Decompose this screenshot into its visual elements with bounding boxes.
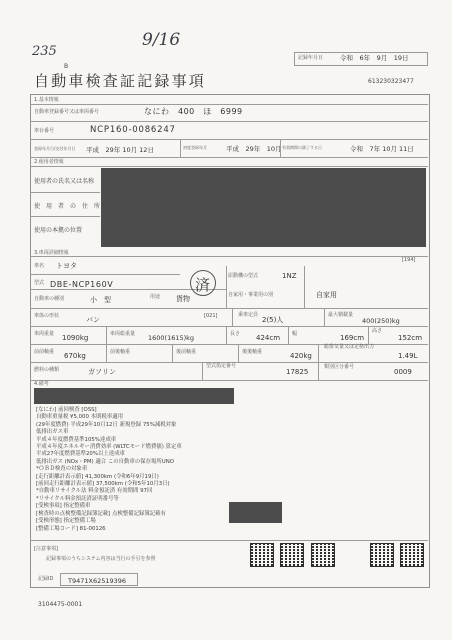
engine-model: 1NZ	[282, 272, 297, 280]
first-registration-month: 平成 29年 10月	[226, 145, 282, 153]
height-label: 高さ	[372, 328, 383, 334]
fuel-type: ガソリン	[88, 368, 116, 376]
stamp-text: 済	[195, 276, 211, 294]
rear-front-axle-label: 後前軸重	[176, 349, 197, 355]
section-basic-info-heading: 1.基本情報	[34, 97, 59, 103]
type-approval-label: 型式指定番号	[206, 363, 237, 369]
chassis-number: NCP160-0086247	[90, 125, 176, 135]
gross-weight-label: 車両総重量	[110, 331, 136, 337]
bottom-code: 3104475-0001	[38, 601, 83, 608]
height-value: 152cm	[398, 334, 423, 342]
length-value: 424cm	[256, 334, 281, 342]
vehicle-class: 小 型	[90, 296, 111, 304]
notes-heading: [注意事項]	[34, 546, 58, 552]
qr-code-2	[280, 543, 304, 567]
width-label: 幅	[292, 331, 298, 337]
usage-base-label: 使用の本拠の位置	[34, 227, 83, 234]
engine-model-label: 原動機の型式	[228, 273, 259, 279]
displacement-label: 総排気量又は定格出力	[324, 344, 375, 350]
class-number-label: 類別区分番号	[324, 364, 355, 370]
vehicle-weight-label: 車両重量	[34, 331, 55, 337]
class-number: 0009	[394, 368, 412, 376]
record-id: T9471X62519396	[68, 577, 127, 585]
length-label: 長さ	[230, 331, 241, 337]
vehicle-weight: 1090kg	[62, 334, 89, 342]
user-address-label: 使 用 者 の 住 所	[34, 203, 101, 210]
model-value: DBE-NCP160V	[50, 280, 114, 289]
registration-number-label: 自動車登録番号又は車両番号	[34, 109, 100, 115]
registration-number: なにわ 400 ほ 6999	[144, 107, 243, 116]
user-info-redaction	[101, 168, 426, 247]
handwritten-number-top: 9/16	[142, 30, 181, 50]
rear-rear-axle: 420kg	[290, 352, 312, 360]
expiry-date-label: 有効期間の満了する日	[282, 145, 322, 150]
displacement: 1.49L	[398, 352, 418, 360]
fuel-type-label: 燃料の種類	[34, 367, 60, 373]
first-registration-date: 平成 29年 10月 12日	[86, 146, 154, 154]
front-front-axle: 670kg	[64, 352, 86, 360]
maker-value: トヨタ	[56, 262, 77, 270]
vehicle-class-label: 自動車の種別	[34, 296, 65, 302]
body-shape-code: [021]	[204, 313, 218, 319]
maker-label: 車名	[34, 263, 45, 269]
vehicle-code: [194]	[402, 257, 416, 263]
qr-code-4	[370, 543, 394, 567]
purpose-label: 用途	[150, 294, 161, 300]
section-remarks-heading: 4.備考	[34, 381, 49, 387]
notes-text: 記録事項のうちシステム内容は当行の手引を参照	[46, 556, 156, 562]
type-approval-number: 17825	[286, 368, 309, 376]
width-value: 169cm	[340, 334, 365, 342]
seating-capacity: 2(5)人	[262, 316, 284, 324]
rear-rear-axle-label: 後後軸重	[242, 349, 263, 355]
handwritten-number-left: 235	[32, 44, 57, 59]
user-name-label: 使用者の氏名又は名称	[34, 178, 95, 185]
section-user-info-heading: 2.使用者情報	[34, 159, 64, 165]
gross-weight: 1600(1615)kg	[148, 334, 195, 342]
record-date: 令和 6年 9月 19日	[340, 54, 409, 62]
chassis-number-label: 車台番号	[34, 128, 55, 134]
body-shape: バン	[86, 316, 100, 324]
remarks-header-redaction	[34, 388, 234, 404]
max-load-label: 最大積載量	[328, 312, 354, 318]
record-id-label: 記録ID	[38, 576, 54, 582]
first-registration-month-label: 初度登録年月	[183, 145, 207, 150]
remarks-text: [なにわ] 前回検査 [OSS] 自動車重量税 ¥5,000 本則税率適用 (29年度燃費) 平成29年10月12日 新規登録 75%減税対象 低排出ガス車 平成４年度燃費基準105%達成車 平成４年度エネルギー消費効率 (WLTCモード燃費値) 算定車 平成27年度燃費基準20%以上達成車 低排出ガス (NOx・PM) 適合 この自動車の保存場所UNO *ＯＢＤ検査の対象車 [走行距離計表示値] 41,300km (令和6年9月19日) [前回走行距離計表示値] 37,500km (令和5年10月3日) *自動車リサイクル法 料金預託済 有効期間 97回 *リサイクル料金預託済証明番号等 [受検事項] 指定整備車 [検査時の点検整備記録簿記載] 点検整備記録簿記載有 [受検形態] 指定整備工場 [整備工場コード] 81-00126	[36, 407, 182, 532]
front-rear-axle-label: 前後軸重	[110, 349, 131, 355]
inspection-stamp	[190, 270, 216, 296]
remarks-redaction	[229, 502, 282, 523]
record-date-label: 記録年月日	[298, 55, 324, 61]
expiry-date: 令和 7年 10月 11日	[350, 145, 414, 153]
usage-type: 自家用	[316, 291, 337, 299]
qr-code-1	[250, 543, 274, 567]
b-mark: B	[64, 63, 69, 70]
usage-type-label: 自家用・事業用の別	[228, 292, 274, 298]
first-registration-label: 登録年月日/交付年月日	[34, 146, 76, 151]
seating-capacity-label: 乗車定員	[238, 312, 259, 318]
document-title: 自動車検査証記録事項	[34, 72, 207, 90]
record-id-box	[60, 573, 138, 586]
max-load: 400(250)kg	[362, 317, 400, 325]
front-front-axle-label: 前前軸重	[34, 349, 55, 355]
qr-code-5	[400, 543, 424, 567]
purpose-value: 貨物	[176, 295, 190, 303]
section-vehicle-details-heading: 3.車両詳細情報	[34, 250, 69, 256]
qr-code-3	[311, 543, 335, 567]
body-shape-label: 車体の形状	[34, 313, 60, 319]
model-label: 型式	[34, 280, 45, 286]
document-number: 613230323477	[368, 78, 414, 85]
